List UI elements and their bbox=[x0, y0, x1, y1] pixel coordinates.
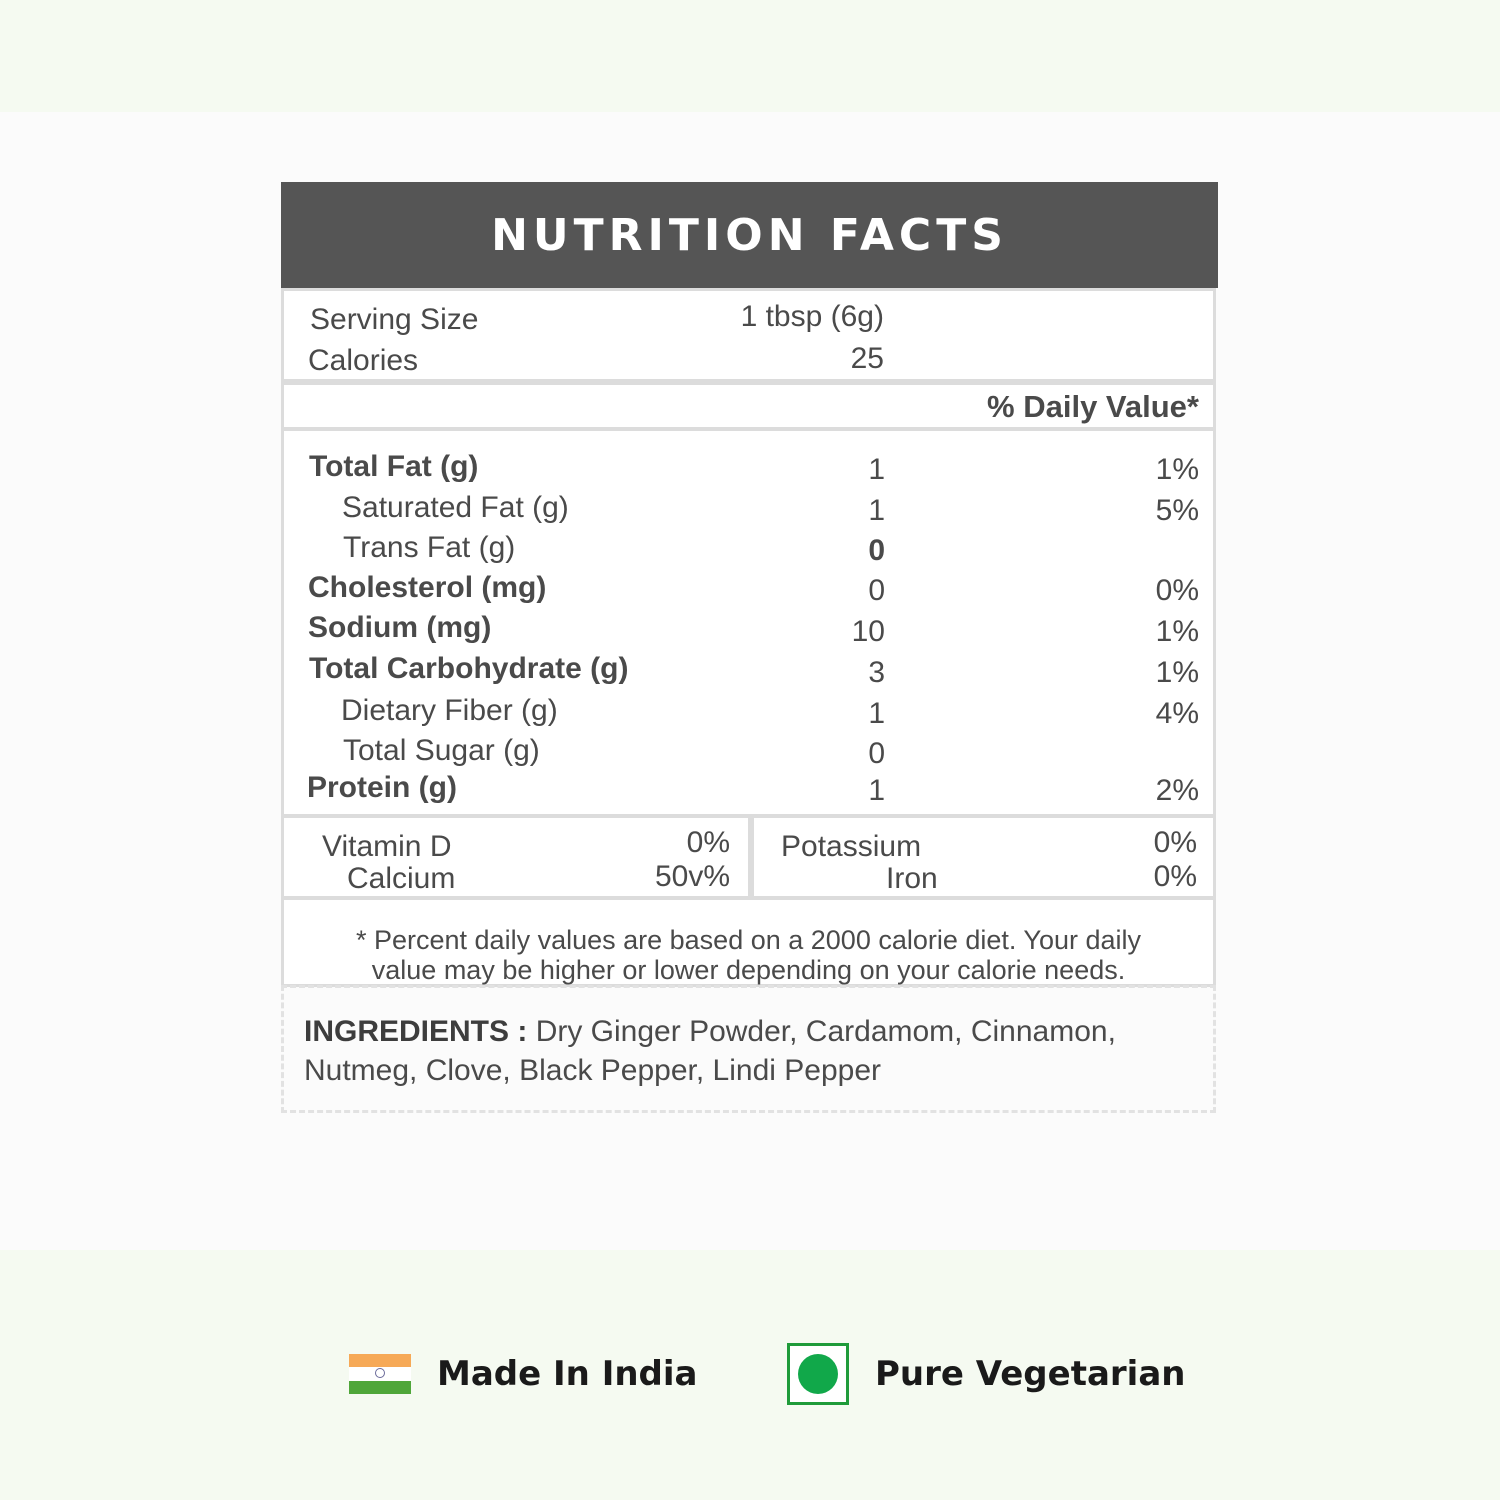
ingredients-text bbox=[304, 1012, 1184, 1090]
vitamin-value: 0% bbox=[686, 826, 730, 859]
vitamin-label: Vitamin D bbox=[322, 830, 452, 863]
daily-value-header-row bbox=[281, 382, 1216, 430]
calories-value: 25 bbox=[850, 342, 884, 375]
nutrient-label: Sodium (mg) bbox=[308, 611, 492, 644]
nutrient-daily-value: 2% bbox=[1155, 774, 1199, 807]
india-flag-icon bbox=[349, 1354, 411, 1394]
vitamins-divider bbox=[748, 818, 754, 896]
nutrient-label: Protein (g) bbox=[307, 771, 457, 804]
nutrient-label: Total Carbohydrate (g) bbox=[309, 652, 629, 685]
vitamin-label: Calcium bbox=[347, 862, 456, 895]
serving-section bbox=[281, 288, 1216, 382]
made-in-india-badge bbox=[349, 1354, 698, 1394]
pure-vegetarian-text: Pure Vegetarian bbox=[875, 1354, 1186, 1394]
mineral-label: Iron bbox=[886, 862, 938, 895]
vitamins-section bbox=[281, 815, 1216, 899]
nutrient-amount: 0 bbox=[868, 737, 885, 770]
nutrient-daily-value: 1% bbox=[1155, 615, 1199, 648]
nutrient-amount: 3 bbox=[868, 656, 885, 689]
made-in-india-text: Made In India bbox=[437, 1354, 698, 1394]
nutrient-daily-value: 4% bbox=[1155, 697, 1199, 730]
mineral-value: 0% bbox=[1153, 860, 1197, 893]
nutrient-label: Saturated Fat (g) bbox=[342, 491, 569, 524]
ingredients-label: INGREDIENTS : bbox=[304, 1015, 528, 1048]
nutrient-daily-value: 5% bbox=[1155, 494, 1199, 527]
mineral-label: Potassium bbox=[781, 830, 922, 863]
nutrient-amount: 0 bbox=[868, 534, 885, 567]
panel-title: NUTRITION FACTS bbox=[281, 182, 1218, 288]
footnote-line: * Percent daily values are based on a 2000 calorie diet. Your daily bbox=[355, 925, 1142, 955]
nutrient-label: Total Fat (g) bbox=[309, 450, 479, 483]
vitamin-value: 50v% bbox=[654, 860, 730, 893]
nutrient-label: Dietary Fiber (g) bbox=[341, 694, 558, 727]
nutrient-label: Cholesterol (mg) bbox=[308, 571, 547, 604]
nutrient-amount: 1 bbox=[868, 697, 885, 730]
top-band bbox=[0, 0, 1500, 112]
nutrient-daily-value: 1% bbox=[1155, 656, 1199, 689]
veg-mark-icon bbox=[787, 1343, 849, 1405]
nutrient-label: Total Sugar (g) bbox=[343, 734, 540, 767]
nutrient-amount: 1 bbox=[868, 494, 885, 527]
ingredients-section bbox=[281, 985, 1216, 1113]
nutrients-section bbox=[281, 428, 1216, 817]
nutrient-amount: 10 bbox=[851, 615, 885, 648]
daily-value-header: % Daily Value* bbox=[987, 389, 1199, 424]
footnote bbox=[284, 925, 1213, 985]
nutrient-amount: 0 bbox=[868, 574, 885, 607]
serving-size-value: 1 tbsp (6g) bbox=[740, 300, 884, 333]
serving-size-label: Serving Size bbox=[310, 303, 479, 336]
nutrient-amount: 1 bbox=[868, 453, 885, 486]
nutrient-daily-value: 0% bbox=[1155, 574, 1199, 607]
pure-vegetarian-badge bbox=[787, 1343, 1185, 1405]
nutrition-facts-panel bbox=[281, 182, 1218, 1087]
calories-label: Calories bbox=[308, 344, 419, 377]
nutrient-daily-value: 1% bbox=[1155, 453, 1199, 486]
footnote-line: value may be higher or lower depending on your calorie needs. bbox=[371, 955, 1126, 985]
badge-band bbox=[0, 1250, 1500, 1500]
footnote-section bbox=[281, 897, 1216, 987]
nutrient-amount: 1 bbox=[868, 774, 885, 807]
nutrient-label: Trans Fat (g) bbox=[343, 531, 516, 564]
mineral-value: 0% bbox=[1153, 826, 1197, 859]
ingredients-list: Dry Ginger Powder, Cardamom, Cinnamon, Nutmeg, Clove, Black Pepper, Lindi Pepper bbox=[304, 1015, 1116, 1087]
